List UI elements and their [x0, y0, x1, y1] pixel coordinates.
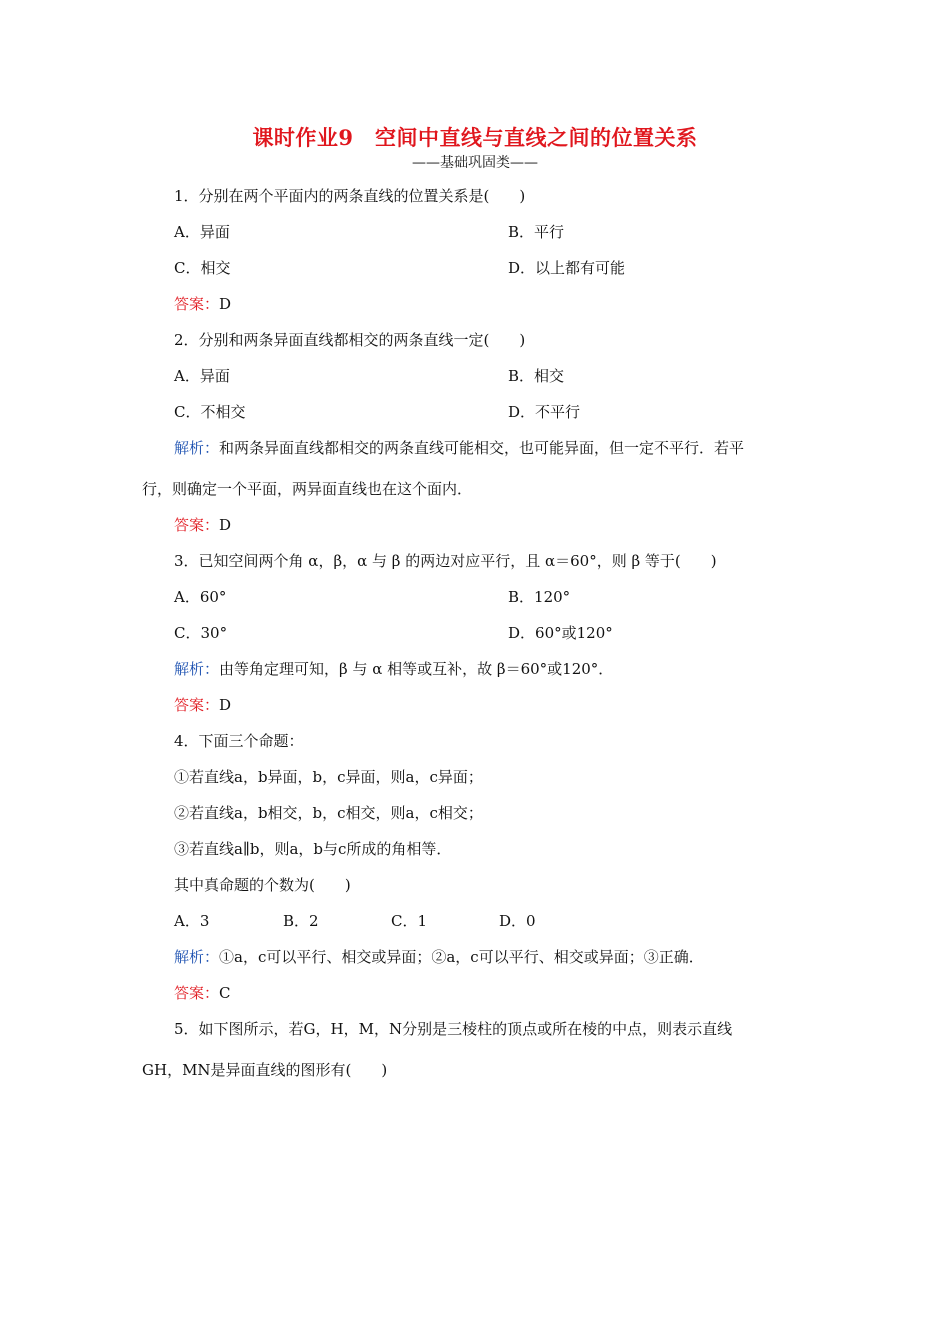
q4-option-c: C．1 — [391, 912, 428, 930]
answer-value: C — [219, 984, 231, 1002]
q4-stem: 4．下面三个命题： — [174, 732, 304, 750]
analysis-text: 和两条异面直线都相交的两条直线可能相交，也可能异面，但一定不平行．若平 — [219, 439, 745, 457]
q1-option-c: C．相交 — [174, 259, 231, 277]
q5-stem-line1: 5．如下图所示，若G，H，M，N分别是三棱柱的顶点或所在棱的中点，则表示直线 — [174, 1020, 733, 1038]
analysis-label: 解析： — [174, 948, 220, 966]
answer-label: 答案： — [174, 696, 220, 714]
q4-option-b: B．2 — [283, 912, 319, 930]
q1-answer — [174, 294, 231, 314]
q4-analysis — [174, 947, 704, 967]
answer-value: D — [219, 696, 232, 714]
q4-answer — [174, 983, 231, 1003]
q3-option-a: A．60° — [174, 588, 227, 606]
q3-option-d: D．60°或120° — [508, 624, 613, 642]
answer-value: D — [219, 295, 232, 313]
q5-stem-line2: GH，MN是异面直线的图形有( ) — [142, 1061, 388, 1079]
analysis-label: 解析： — [174, 439, 220, 457]
q2-option-b: B．相交 — [508, 367, 565, 385]
q3-stem: 3．已知空间两个角 α，β，α 与 β 的两边对应平行，且 α＝60°，则 β 等于( ) — [174, 552, 717, 570]
answer-value: D — [219, 516, 232, 534]
q2-option-c: C．不相交 — [174, 403, 246, 421]
q1-option-b: B．平行 — [508, 223, 565, 241]
q3-option-c: C．30° — [174, 624, 228, 642]
page-title: 课时作业9 空间中直线与直线之间的位置关系 — [252, 125, 698, 150]
q4-proposition-1: ①若直线a，b异面，b，c异面，则a，c异面； — [174, 768, 483, 786]
analysis-text: ①a，c可以平行、相交或异面；②a，c可以平行、相交或异面；③正确． — [219, 948, 704, 966]
q3-analysis — [174, 659, 613, 679]
q3-answer — [174, 695, 231, 715]
q2-option-d: D．不平行 — [508, 403, 581, 421]
analysis-text: 由等角定理可知，β 与 α 相等或互补，故 β＝60°或120°． — [219, 660, 614, 678]
analysis-label: 解析： — [174, 660, 220, 678]
q2-analysis-line1 — [174, 438, 744, 458]
q1-option-a: A．异面 — [174, 223, 230, 241]
q2-answer — [174, 515, 231, 535]
q4-option-a: A．3 — [174, 912, 210, 930]
answer-label: 答案： — [174, 984, 220, 1002]
q4-proposition-3: ③若直线a∥b，则a，b与c所成的角相等． — [174, 840, 452, 858]
answer-label: 答案： — [174, 295, 220, 313]
q1-option-d: D．以上都有可能 — [508, 259, 626, 277]
section-subtitle: ——基础巩固类—— — [412, 155, 538, 171]
q4-option-d: D．0 — [499, 912, 536, 930]
answer-label: 答案： — [174, 516, 220, 534]
q4-question: 其中真命题的个数为( ) — [174, 876, 351, 894]
q3-option-b: B．120° — [508, 588, 571, 606]
q2-option-a: A．异面 — [174, 367, 230, 385]
q2-stem: 2．分别和两条异面直线都相交的两条直线一定( ) — [174, 331, 526, 349]
q2-analysis-line2: 行，则确定一个平面，两异面直线也在这个面内． — [142, 480, 473, 498]
q4-proposition-2: ②若直线a，b相交，b，c相交，则a，c相交； — [174, 804, 483, 822]
q1-stem: 1．分别在两个平面内的两条直线的位置关系是( ) — [174, 187, 526, 205]
